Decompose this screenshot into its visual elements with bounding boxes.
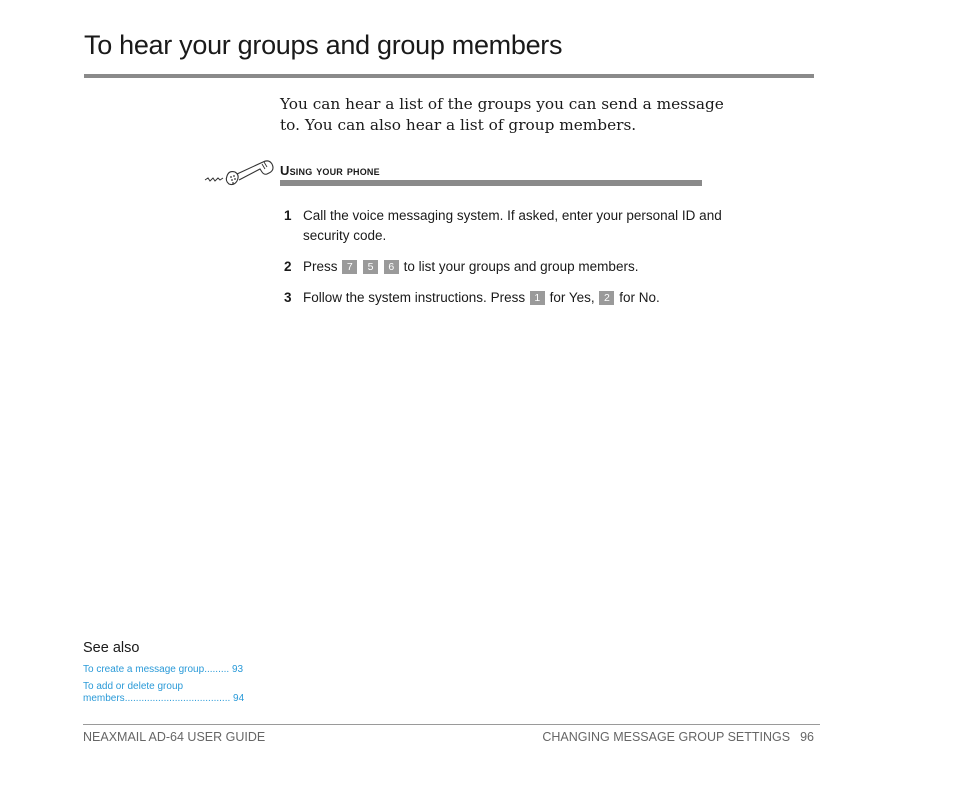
telephone-handset-icon <box>203 154 277 198</box>
page-title: To hear your groups and group members <box>84 30 563 60</box>
see-also-item <box>83 681 258 705</box>
see-also-heading: See also <box>83 640 140 656</box>
link-text: To add or delete group members <box>83 681 184 704</box>
key-1: 1 <box>530 291 545 305</box>
step-number: 2 <box>284 259 292 274</box>
step-text: Call the voice messaging system. If asked, enter your personal ID and security code. <box>303 208 722 243</box>
key-5: 5 <box>363 260 378 274</box>
key-6: 6 <box>384 260 399 274</box>
step-1 <box>284 206 724 246</box>
link-page: 93 <box>231 664 244 675</box>
section-divider <box>280 180 702 186</box>
page-number: 96 <box>800 730 814 744</box>
intro-paragraph: You can hear a list of the groups you can send a message to. You can also hear a list of group members. <box>280 95 724 134</box>
footer-section-title: CHANGING MESSAGE GROUP SETTINGS <box>542 730 791 744</box>
step-3 <box>284 288 724 308</box>
step-text: Follow the system instructions. Press <box>303 290 526 305</box>
step-number: 1 <box>284 208 292 223</box>
step-text: to list your groups and group members. <box>403 259 639 274</box>
step-text: Press <box>303 259 338 274</box>
step-2 <box>284 257 724 277</box>
key-7: 7 <box>342 260 357 274</box>
see-also-item <box>83 664 258 676</box>
footer-section <box>542 730 814 744</box>
step-text: for No. <box>619 290 660 305</box>
key-2: 2 <box>599 291 614 305</box>
section-heading: Using your phone <box>280 163 380 178</box>
step-text: for Yes, <box>549 290 595 305</box>
title-divider <box>84 74 814 78</box>
footer-divider <box>83 724 820 725</box>
link-add-delete-group-members[interactable] <box>83 681 244 704</box>
link-leader: ...................................... <box>124 693 231 704</box>
see-also-list <box>83 664 258 710</box>
step-number: 3 <box>284 290 292 305</box>
step-list <box>284 206 724 319</box>
link-page: 94 <box>233 693 245 704</box>
link-leader: ......... <box>204 664 230 675</box>
footer-guide-title: NEAXMAIL AD-64 USER GUIDE <box>83 730 266 744</box>
link-text: To create a message group <box>83 664 205 675</box>
link-create-message-group[interactable] <box>83 664 243 675</box>
